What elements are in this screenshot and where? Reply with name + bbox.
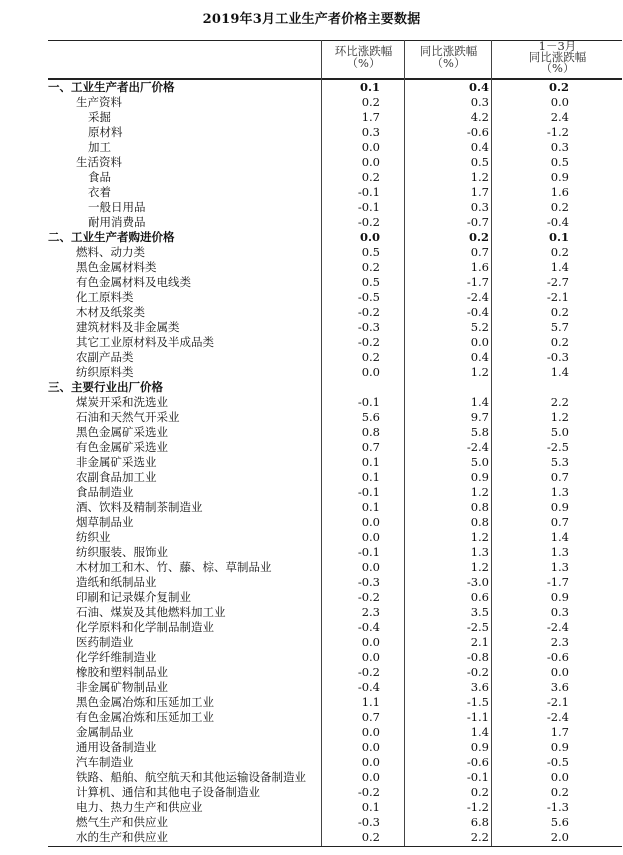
cell-yoy: 0.4 bbox=[470, 140, 489, 154]
cell-yoy: 1.6 bbox=[470, 260, 489, 274]
cell-ytd: 0.2 bbox=[550, 785, 569, 799]
section-row bbox=[48, 80, 622, 95]
header-ytd bbox=[491, 40, 623, 78]
cell-ytd: -2.7 bbox=[546, 275, 569, 289]
row-label: 生活资料 bbox=[76, 155, 122, 169]
header-ytd-period: 1－3月 bbox=[538, 39, 577, 53]
table-row bbox=[48, 95, 622, 110]
cell-mom: 0.5 bbox=[361, 275, 380, 289]
row-label: 石油、煤炭及其他燃料加工业 bbox=[76, 605, 226, 619]
cell-mom: 0.0 bbox=[361, 515, 380, 529]
header-mom-label: 环比涨跌幅 bbox=[334, 44, 393, 58]
cell-ytd: 0.2 bbox=[548, 80, 569, 94]
cell-mom: 0.2 bbox=[361, 260, 380, 274]
table-body bbox=[48, 80, 622, 845]
row-label: 燃气生产和供应业 bbox=[76, 815, 168, 829]
row-label: 印刷和记录媒介复制业 bbox=[76, 590, 191, 604]
cell-yoy: 1.4 bbox=[470, 725, 489, 739]
table-row bbox=[48, 245, 622, 260]
cell-mom: 0.0 bbox=[361, 770, 380, 784]
cell-ytd: -1.2 bbox=[546, 125, 569, 139]
row-label: 水的生产和供应业 bbox=[76, 830, 168, 844]
row-label: 汽车制造业 bbox=[76, 755, 134, 769]
table-row bbox=[48, 305, 622, 320]
cell-yoy: 0.3 bbox=[470, 95, 489, 109]
table-row bbox=[48, 725, 622, 740]
cell-ytd: 0.2 bbox=[550, 200, 569, 214]
row-label: 采掘 bbox=[88, 110, 111, 124]
column-separator bbox=[321, 40, 322, 846]
cell-mom: 0.0 bbox=[361, 155, 380, 169]
section-row bbox=[48, 230, 622, 245]
table-row bbox=[48, 545, 622, 560]
cell-ytd: 2.0 bbox=[550, 830, 569, 844]
table-row bbox=[48, 755, 622, 770]
row-label: 二、工业生产者购进价格 bbox=[48, 230, 175, 244]
row-label: 耐用消费品 bbox=[88, 215, 146, 229]
cell-ytd: 3.6 bbox=[550, 680, 569, 694]
cell-mom: 0.0 bbox=[359, 230, 380, 244]
table-bottom-rule bbox=[48, 846, 622, 847]
cell-ytd: -1.7 bbox=[546, 575, 569, 589]
cell-mom: 0.0 bbox=[361, 530, 380, 544]
cell-mom: 0.0 bbox=[361, 650, 380, 664]
row-label: 纺织原料类 bbox=[76, 365, 134, 379]
row-label: 有色金属材料及电线类 bbox=[76, 275, 191, 289]
cell-ytd: -1.3 bbox=[546, 800, 569, 814]
table-row bbox=[48, 815, 622, 830]
header-yoy-label: 同比涨跌幅 bbox=[419, 44, 478, 58]
cell-mom: -0.2 bbox=[357, 335, 380, 349]
row-label: 其它工业原材料及半成品类 bbox=[76, 335, 214, 349]
cell-ytd: 0.9 bbox=[550, 170, 569, 184]
table-row bbox=[48, 740, 622, 755]
table-row bbox=[48, 560, 622, 575]
cell-mom: -0.1 bbox=[357, 545, 380, 559]
cell-mom: 0.0 bbox=[361, 755, 380, 769]
cell-mom: -0.2 bbox=[357, 215, 380, 229]
cell-mom: -0.2 bbox=[357, 590, 380, 604]
cell-mom: -0.2 bbox=[357, 305, 380, 319]
cell-ytd: -2.4 bbox=[546, 620, 569, 634]
row-label: 造纸和纸制品业 bbox=[76, 575, 157, 589]
cell-mom: -0.3 bbox=[357, 575, 380, 589]
table-row bbox=[48, 785, 622, 800]
row-label: 农副产品类 bbox=[76, 350, 134, 364]
cell-mom: -0.1 bbox=[357, 395, 380, 409]
cell-yoy: 0.4 bbox=[470, 350, 489, 364]
cell-ytd: 5.7 bbox=[550, 320, 569, 334]
cell-ytd: -0.5 bbox=[546, 755, 569, 769]
table-row bbox=[48, 185, 622, 200]
cell-yoy: -1.1 bbox=[466, 710, 489, 724]
cell-mom: 0.0 bbox=[361, 725, 380, 739]
cell-yoy: -1.5 bbox=[466, 695, 489, 709]
cell-mom: 0.0 bbox=[361, 560, 380, 574]
header-mom bbox=[321, 40, 405, 78]
cell-mom: -0.2 bbox=[357, 665, 380, 679]
table-row bbox=[48, 215, 622, 230]
cell-ytd: 1.7 bbox=[550, 725, 569, 739]
cell-mom: 0.1 bbox=[361, 800, 380, 814]
table-row bbox=[48, 800, 622, 815]
cell-mom: 1.7 bbox=[361, 110, 380, 124]
table-row bbox=[48, 680, 622, 695]
cell-mom: 5.6 bbox=[361, 410, 380, 424]
cell-ytd: 1.4 bbox=[550, 530, 569, 544]
table-row bbox=[48, 830, 622, 845]
cell-yoy: 5.2 bbox=[470, 320, 489, 334]
cell-ytd: 5.0 bbox=[550, 425, 569, 439]
row-label: 化工原料类 bbox=[76, 290, 134, 304]
row-label: 化学纤维制造业 bbox=[76, 650, 157, 664]
row-label: 燃料、动力类 bbox=[76, 245, 145, 259]
cell-yoy: -2.5 bbox=[466, 620, 489, 634]
row-label: 有色金属矿采选业 bbox=[76, 440, 168, 454]
row-label: 烟草制品业 bbox=[76, 515, 134, 529]
header-ytd-unit: （%） bbox=[540, 61, 575, 75]
cell-yoy: 0.9 bbox=[470, 470, 489, 484]
cell-yoy: 5.0 bbox=[470, 455, 489, 469]
table-row bbox=[48, 485, 622, 500]
cell-yoy: -0.1 bbox=[466, 770, 489, 784]
table-row bbox=[48, 155, 622, 170]
table-row bbox=[48, 110, 622, 125]
cell-yoy: 4.2 bbox=[470, 110, 489, 124]
cell-ytd: -0.6 bbox=[546, 650, 569, 664]
cell-ytd: 0.0 bbox=[550, 770, 569, 784]
table-row bbox=[48, 650, 622, 665]
row-label: 农副食品加工业 bbox=[76, 470, 157, 484]
row-label: 木材加工和木、竹、藤、棕、草制品业 bbox=[76, 560, 272, 574]
cell-mom: 0.0 bbox=[361, 140, 380, 154]
row-label: 原材料 bbox=[88, 125, 123, 139]
table-title: 2019年3月工业生产者价格主要数据 bbox=[202, 12, 421, 27]
row-label: 黑色金属矿采选业 bbox=[76, 425, 168, 439]
cell-mom: -0.1 bbox=[357, 185, 380, 199]
table-row bbox=[48, 695, 622, 710]
row-label: 木材及纸浆类 bbox=[76, 305, 145, 319]
cell-ytd: 1.4 bbox=[550, 365, 569, 379]
cell-mom: -0.4 bbox=[357, 680, 380, 694]
cell-ytd: 0.3 bbox=[550, 605, 569, 619]
row-label: 有色金属冶炼和压延加工业 bbox=[76, 710, 214, 724]
cell-yoy: 0.2 bbox=[468, 230, 489, 244]
row-label: 衣着 bbox=[88, 185, 111, 199]
cell-yoy: -0.6 bbox=[466, 755, 489, 769]
row-label: 酒、饮料及精制茶制造业 bbox=[76, 500, 203, 514]
row-label: 一般日用品 bbox=[88, 200, 146, 214]
cell-ytd: 0.9 bbox=[550, 590, 569, 604]
cell-ytd: -2.5 bbox=[546, 440, 569, 454]
cell-ytd: -0.3 bbox=[546, 350, 569, 364]
cell-ytd: 0.7 bbox=[550, 515, 569, 529]
cell-mom: -0.3 bbox=[357, 815, 380, 829]
row-label: 计算机、通信和其他电子设备制造业 bbox=[76, 785, 260, 799]
table-row bbox=[48, 125, 622, 140]
table-row bbox=[48, 710, 622, 725]
cell-mom: 2.3 bbox=[361, 605, 380, 619]
header-yoy bbox=[404, 40, 492, 78]
row-label: 食品 bbox=[88, 170, 111, 184]
table-row bbox=[48, 470, 622, 485]
cell-yoy: 3.5 bbox=[470, 605, 489, 619]
cell-ytd: 2.3 bbox=[550, 635, 569, 649]
row-label: 石油和天然气开采业 bbox=[76, 410, 180, 424]
row-label: 黑色金属材料类 bbox=[76, 260, 157, 274]
cell-mom: 0.3 bbox=[361, 125, 380, 139]
cell-ytd: 0.0 bbox=[550, 95, 569, 109]
row-label: 食品制造业 bbox=[76, 485, 134, 499]
row-label: 加工 bbox=[88, 140, 111, 154]
row-label: 橡胶和塑料制品业 bbox=[76, 665, 168, 679]
cell-yoy: -2.4 bbox=[466, 290, 489, 304]
cell-ytd: 0.2 bbox=[550, 335, 569, 349]
cell-yoy: 1.3 bbox=[470, 545, 489, 559]
table-row bbox=[48, 320, 622, 335]
cell-yoy: 1.2 bbox=[470, 530, 489, 544]
cell-yoy: 0.2 bbox=[470, 785, 489, 799]
table-row bbox=[48, 635, 622, 650]
cell-yoy: 1.2 bbox=[470, 560, 489, 574]
cell-mom: 0.8 bbox=[361, 425, 380, 439]
cell-mom: 0.2 bbox=[361, 830, 380, 844]
cell-ytd: -2.1 bbox=[546, 695, 569, 709]
cell-mom: 0.0 bbox=[361, 740, 380, 754]
table-row bbox=[48, 515, 622, 530]
cell-yoy: 1.2 bbox=[470, 365, 489, 379]
table-row bbox=[48, 365, 622, 380]
cell-yoy: 5.8 bbox=[470, 425, 489, 439]
table-row bbox=[48, 455, 622, 470]
table-row bbox=[48, 590, 622, 605]
column-separator bbox=[491, 40, 492, 846]
cell-ytd: 1.3 bbox=[550, 485, 569, 499]
cell-ytd: -2.4 bbox=[546, 710, 569, 724]
cell-yoy: 1.2 bbox=[470, 485, 489, 499]
table-row bbox=[48, 440, 622, 455]
cell-mom: 0.1 bbox=[361, 500, 380, 514]
cell-yoy: -3.0 bbox=[466, 575, 489, 589]
cell-ytd: 0.1 bbox=[548, 230, 569, 244]
row-label: 一、工业生产者出厂价格 bbox=[48, 80, 175, 94]
cell-yoy: 0.7 bbox=[470, 245, 489, 259]
row-label: 通用设备制造业 bbox=[76, 740, 157, 754]
cell-mom: 1.1 bbox=[361, 695, 380, 709]
cell-yoy: -0.7 bbox=[466, 215, 489, 229]
cell-yoy: 1.4 bbox=[470, 395, 489, 409]
cell-yoy: 2.1 bbox=[470, 635, 489, 649]
cell-mom: 0.2 bbox=[361, 95, 380, 109]
row-label: 三、主要行业出厂价格 bbox=[48, 380, 163, 394]
table-row bbox=[48, 770, 622, 785]
table-row bbox=[48, 500, 622, 515]
cell-mom: 0.0 bbox=[361, 365, 380, 379]
cell-ytd: 1.6 bbox=[550, 185, 569, 199]
row-label: 非金属矿物制品业 bbox=[76, 680, 168, 694]
cell-yoy: 2.2 bbox=[470, 830, 489, 844]
cell-yoy: -0.8 bbox=[466, 650, 489, 664]
table-row bbox=[48, 140, 622, 155]
cell-yoy: 3.6 bbox=[470, 680, 489, 694]
cell-ytd: 0.9 bbox=[550, 500, 569, 514]
cell-yoy: 0.8 bbox=[470, 515, 489, 529]
cell-ytd: 1.2 bbox=[550, 410, 569, 424]
table-row bbox=[48, 575, 622, 590]
row-label: 非金属矿采选业 bbox=[76, 455, 157, 469]
row-label: 电力、热力生产和供应业 bbox=[76, 800, 203, 814]
row-label: 化学原料和化学制品制造业 bbox=[76, 620, 214, 634]
cell-yoy: -0.6 bbox=[466, 125, 489, 139]
cell-mom: -0.3 bbox=[357, 320, 380, 334]
cell-yoy: 0.9 bbox=[470, 740, 489, 754]
cell-mom: 0.7 bbox=[361, 710, 380, 724]
cell-ytd: 5.3 bbox=[550, 455, 569, 469]
row-label: 金属制品业 bbox=[76, 725, 134, 739]
row-label: 医药制造业 bbox=[76, 635, 134, 649]
table-row bbox=[48, 605, 622, 620]
cell-mom: -0.2 bbox=[357, 785, 380, 799]
cell-mom: -0.1 bbox=[357, 485, 380, 499]
cell-ytd: 0.2 bbox=[550, 245, 569, 259]
cell-mom: -0.4 bbox=[357, 620, 380, 634]
table-row bbox=[48, 290, 622, 305]
cell-yoy: 0.0 bbox=[470, 335, 489, 349]
cell-ytd: 0.3 bbox=[550, 140, 569, 154]
cell-mom: -0.5 bbox=[357, 290, 380, 304]
table-row bbox=[48, 335, 622, 350]
row-label: 煤炭开采和洗选业 bbox=[76, 395, 168, 409]
row-label: 纺织业 bbox=[76, 530, 111, 544]
cell-ytd: 0.9 bbox=[550, 740, 569, 754]
cell-yoy: 6.8 bbox=[470, 815, 489, 829]
cell-ytd: 2.4 bbox=[550, 110, 569, 124]
cell-ytd: 5.6 bbox=[550, 815, 569, 829]
cell-mom: 0.1 bbox=[361, 455, 380, 469]
section-row bbox=[48, 380, 622, 395]
cell-yoy: 0.3 bbox=[470, 200, 489, 214]
cell-ytd: 0.0 bbox=[550, 665, 569, 679]
cell-mom: 0.5 bbox=[361, 245, 380, 259]
cell-ytd: 0.5 bbox=[550, 155, 569, 169]
header-ytd-label: 同比涨跌幅 bbox=[528, 50, 587, 64]
table-row bbox=[48, 170, 622, 185]
table-row bbox=[48, 620, 622, 635]
cell-ytd: -2.1 bbox=[546, 290, 569, 304]
cell-mom: 0.1 bbox=[359, 80, 380, 94]
table-row bbox=[48, 425, 622, 440]
table-row bbox=[48, 410, 622, 425]
cell-ytd: 0.2 bbox=[550, 305, 569, 319]
table-row bbox=[48, 530, 622, 545]
row-label: 生产资料 bbox=[76, 95, 122, 109]
cell-yoy: -1.7 bbox=[466, 275, 489, 289]
cell-mom: 0.1 bbox=[361, 470, 380, 484]
cell-ytd: -0.4 bbox=[546, 215, 569, 229]
cell-yoy: -0.4 bbox=[466, 305, 489, 319]
cell-ytd: 1.4 bbox=[550, 260, 569, 274]
cell-ytd: 1.3 bbox=[550, 560, 569, 574]
cell-yoy: 1.7 bbox=[470, 185, 489, 199]
table-row bbox=[48, 275, 622, 290]
cell-yoy: 0.4 bbox=[468, 80, 489, 94]
cell-ytd: 2.2 bbox=[550, 395, 569, 409]
cell-ytd: 1.3 bbox=[550, 545, 569, 559]
table-row bbox=[48, 350, 622, 365]
cell-yoy: 0.6 bbox=[470, 590, 489, 604]
cell-mom: -0.1 bbox=[357, 200, 380, 214]
row-label: 黑色金属冶炼和压延加工业 bbox=[76, 695, 214, 709]
table-row bbox=[48, 200, 622, 215]
cell-mom: 0.7 bbox=[361, 440, 380, 454]
cell-yoy: 0.5 bbox=[470, 155, 489, 169]
table-row bbox=[48, 665, 622, 680]
row-label: 建筑材料及非金属类 bbox=[76, 320, 180, 334]
cell-yoy: 9.7 bbox=[470, 410, 489, 424]
cell-mom: 0.2 bbox=[361, 170, 380, 184]
cell-yoy: 1.2 bbox=[470, 170, 489, 184]
cell-yoy: -0.2 bbox=[466, 665, 489, 679]
table-row bbox=[48, 395, 622, 410]
cell-yoy: -2.4 bbox=[466, 440, 489, 454]
row-label: 纺织服装、服饰业 bbox=[76, 545, 168, 559]
column-separator bbox=[404, 40, 405, 846]
header-yoy-unit: （%） bbox=[431, 56, 466, 70]
header-mom-unit: （%） bbox=[346, 56, 381, 70]
cell-mom: 0.0 bbox=[361, 635, 380, 649]
table-row bbox=[48, 260, 622, 275]
cell-yoy: -1.2 bbox=[466, 800, 489, 814]
cell-ytd: 0.7 bbox=[550, 470, 569, 484]
cell-yoy: 0.8 bbox=[470, 500, 489, 514]
cell-mom: 0.2 bbox=[361, 350, 380, 364]
row-label: 铁路、船舶、航空航天和其他运输设备制造业 bbox=[76, 770, 306, 784]
